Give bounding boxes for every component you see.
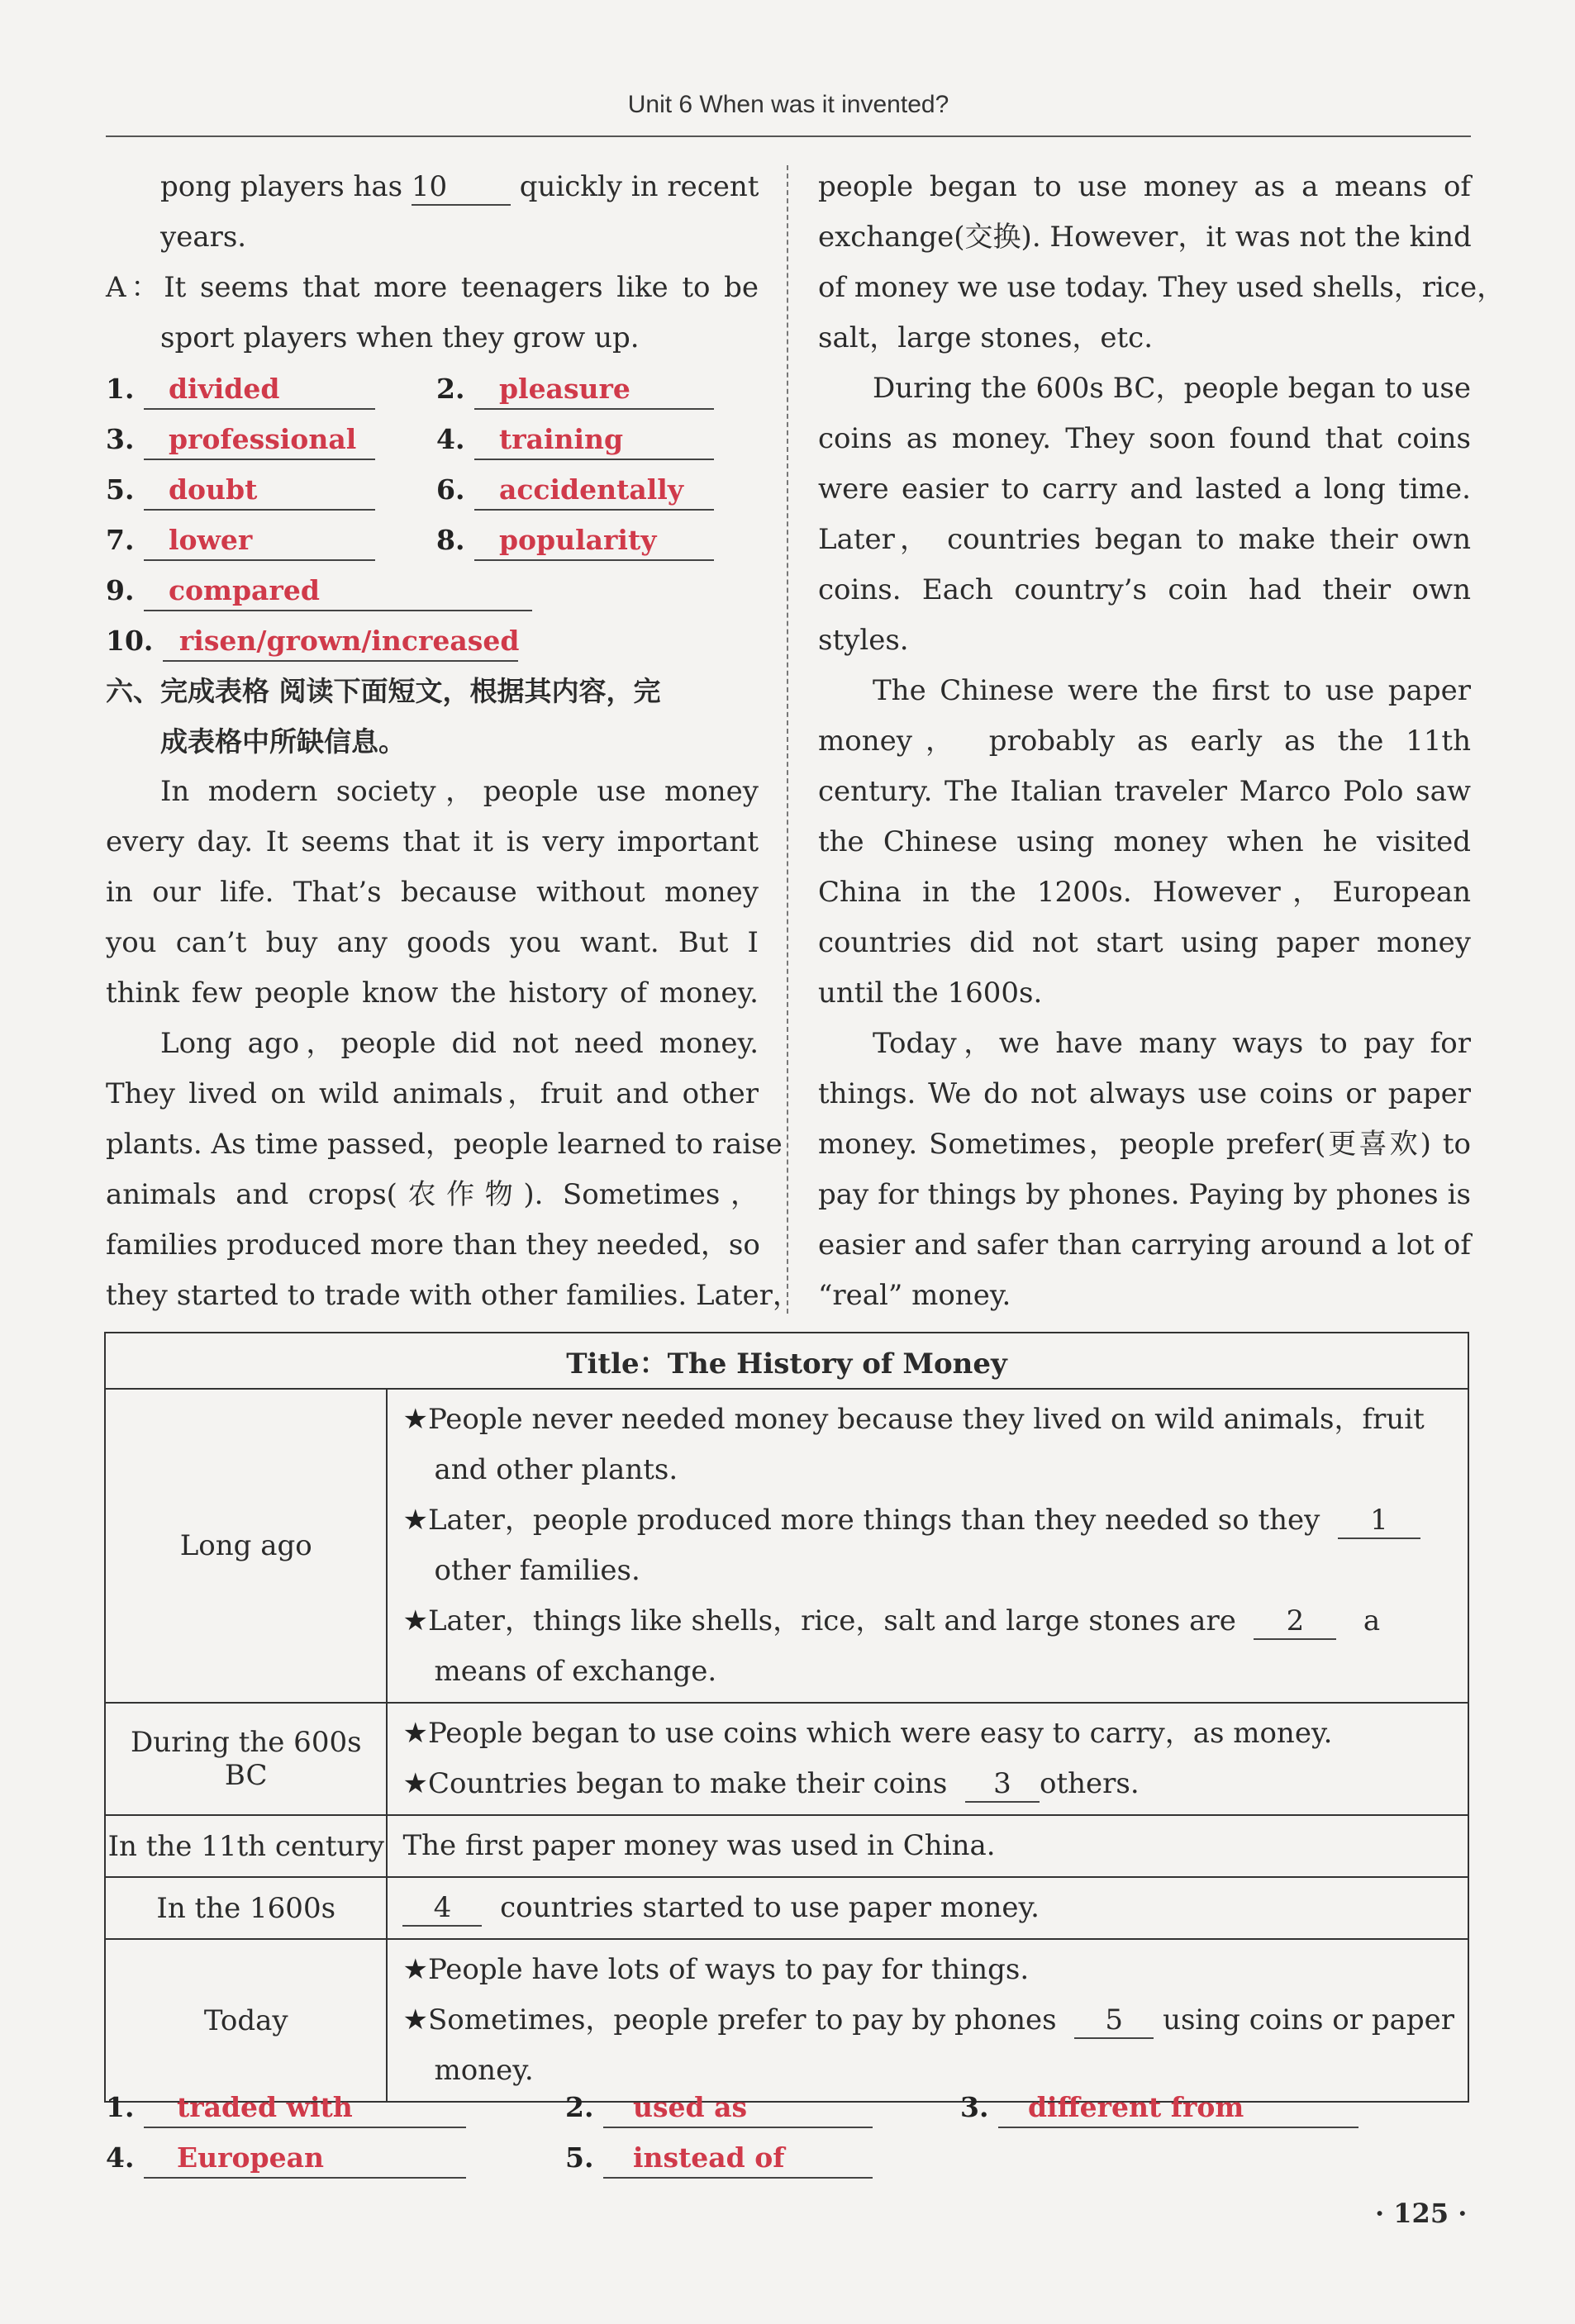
page-header: Unit 6 When was it invented? [627, 91, 949, 118]
answer-text: European [144, 2139, 466, 2179]
row-content [387, 1939, 1468, 2102]
answer-num: 4. [106, 2141, 135, 2174]
row-label: In the 1600s [105, 1877, 387, 1939]
cell-text: People began to use coins which were easy to carry，as money. [427, 1717, 1333, 1750]
passage-line: things. We do not always use coins or paper [818, 1077, 1471, 1110]
passage-line: They lived on wild animals，fruit and other [106, 1077, 759, 1110]
answer-text: different from [998, 2089, 1358, 2128]
answer-text: instead of [603, 2139, 873, 2179]
cell-text: others. [1039, 1767, 1140, 1800]
answer-text: training [474, 421, 714, 460]
answer-item [436, 414, 714, 464]
answer-item [106, 515, 375, 565]
answer-num: 1. [106, 373, 135, 405]
passage-line: were easier to carry and lasted a long time. [818, 473, 1471, 506]
answer-text: pleasure [474, 370, 714, 410]
answer-num: 4. [436, 423, 465, 455]
left-column [106, 162, 801, 1321]
answer-row [106, 615, 759, 666]
blank-3: 3 [965, 1766, 1040, 1803]
answer-text: divided [144, 370, 375, 410]
cell-text: and other plants. [434, 1453, 678, 1486]
row-content: The first paper money was used in China. [387, 1815, 1468, 1877]
passage-line: until the 1600s. [818, 977, 1043, 1010]
answer-num: 3. [106, 423, 135, 455]
right-column [818, 162, 1506, 1321]
a-line: A：It seems that more teenagers like to be [106, 271, 759, 304]
section-title: 成表格中所缺信息。 [160, 725, 406, 758]
answer-text: traded with [144, 2089, 466, 2128]
answer-num: 5. [106, 473, 135, 506]
intro-line: years. [160, 221, 247, 254]
intro-text: pong players has [160, 170, 403, 203]
answer-text: risen/grown/increased [163, 622, 518, 662]
answer-num: 10. [106, 625, 154, 657]
blank-4: 4 [402, 1890, 482, 1927]
passage-line: exchange(交换). However，it was not the kind [818, 221, 1472, 254]
cell-text: Countries began to make their coins [427, 1767, 948, 1800]
table-row [105, 1939, 1468, 2102]
passage-line: the Chinese using money when he visited [818, 825, 1471, 858]
passage-line: “real” money. [818, 1279, 1011, 1312]
answer-num: 5. [565, 2141, 594, 2174]
answer-num: 9. [106, 574, 135, 606]
cell-text: countries started to use paper money. [500, 1891, 1040, 1924]
answer-num: 2. [565, 2091, 594, 2123]
passage-line: they started to trade with other families. Later， [106, 1279, 801, 1312]
answer-num: 1. [106, 2091, 135, 2123]
passage-line: salt，large stones，etc. [818, 321, 1154, 354]
table-title: Title：The History of Money [105, 1333, 1468, 1389]
answer-item [106, 464, 375, 515]
answer-row [106, 515, 759, 565]
answer-row [106, 464, 759, 515]
answer-item [106, 565, 532, 615]
answer-text: doubt [144, 471, 375, 511]
row-content [387, 1877, 1468, 1939]
passage-line: think few people know the history of money. [106, 977, 759, 1010]
answer-row [106, 565, 759, 615]
answer-row [106, 364, 759, 414]
answer-num: 8. [436, 524, 465, 556]
answer-text: used as [603, 2089, 873, 2128]
intro-text: quickly in recent [519, 170, 759, 203]
passage-line: Later， countries began to make their own [818, 523, 1471, 556]
answer-item [436, 464, 714, 515]
answer-item [436, 364, 714, 414]
answer-num: 7. [106, 524, 135, 556]
table-row [105, 1877, 1468, 1939]
cell-text: People never needed money because they lived on wild animals，fruit [427, 1403, 1425, 1436]
cell-text: People have lots of ways to pay for things. [427, 1953, 1030, 1986]
passage-line: people began to use money as a means of [818, 170, 1471, 203]
blank-10: 10 [412, 169, 511, 206]
row-label: Long ago [105, 1389, 387, 1703]
table-row [105, 1703, 1468, 1815]
answer-num: 6. [436, 473, 465, 506]
answer-item [565, 2082, 873, 2132]
passage-line: families produced more than they needed，so [106, 1229, 760, 1262]
answer-text: accidentally [474, 471, 714, 511]
cell-text: other families. [434, 1554, 640, 1587]
passage-line: animals and crops(农作物). Sometimes， [106, 1178, 759, 1211]
blank-1: 1 [1338, 1503, 1420, 1539]
answer-num: 2. [436, 373, 465, 405]
row-label: In the 11th century [105, 1815, 387, 1877]
passage-line: in our life. That’s because without money [106, 876, 759, 909]
passage-line: easier and safer than carrying around a lot of [818, 1229, 1471, 1262]
table-row [105, 1815, 1468, 1877]
cell-text: means of exchange. [434, 1655, 717, 1688]
passage-line: During the 600s BC，people began to use [873, 372, 1471, 405]
section-title: 六、完成表格 阅读下面短文，根据其内容，完 [106, 675, 661, 707]
passage-line: of money we use today. They used shells，rice， [818, 271, 1506, 304]
answer-item [565, 2132, 873, 2183]
passage-line: China in the 1200s. However，European [818, 876, 1471, 909]
row-content [387, 1389, 1468, 1703]
passage-line: The Chinese were the first to use paper [873, 674, 1471, 707]
table-row [105, 1389, 1468, 1703]
header-rule [106, 135, 1471, 137]
intro-line [106, 162, 759, 212]
star-icon: ★ [402, 2003, 428, 2036]
answer-item [106, 364, 375, 414]
a-line: sport players when they grow up. [160, 321, 640, 354]
star-icon: ★ [402, 1953, 428, 1986]
passage-line: countries did not start using paper money [818, 926, 1471, 959]
passage-line: Today，we have many ways to pay for [873, 1027, 1471, 1060]
star-icon: ★ [402, 1403, 428, 1436]
passage-line: money. Sometimes，people prefer(更喜欢) to [818, 1128, 1471, 1161]
passage-line: coins. Each country’s coin had their own [818, 573, 1471, 606]
cell-text: Later，people produced more things than they needed so they [427, 1504, 1320, 1537]
answer-item [106, 2082, 466, 2132]
answer-row [106, 414, 759, 464]
cell-text: Later，things like shells，rice，salt and large stones are [427, 1604, 1236, 1637]
table-answers [106, 2082, 1471, 2198]
passage-line: every day. It seems that it is very important [106, 825, 759, 858]
passage-line: money， probably as early as the 11th [818, 725, 1471, 758]
blank-5: 5 [1074, 2003, 1154, 2039]
answer-item [436, 515, 714, 565]
column-divider [787, 165, 788, 1314]
row-content [387, 1703, 1468, 1815]
history-table [104, 1332, 1469, 2103]
answer-text: popularity [474, 521, 714, 561]
star-icon: ★ [402, 1717, 428, 1750]
answer-item [106, 2132, 466, 2183]
passage-line: pay for things by phones. Paying by phones is [818, 1178, 1471, 1211]
cell-text: a [1363, 1604, 1381, 1637]
answer-text: lower [144, 521, 375, 561]
row-label: During the 600s BC [105, 1703, 387, 1815]
cell-text: money. [434, 2054, 534, 2087]
passage-line: plants. As time passed，people learned to raise [106, 1128, 783, 1161]
passage-line: you can’t buy any goods you want. But I [106, 926, 759, 959]
page-number: · 125 · [1375, 2198, 1468, 2229]
passage-line: coins as money. They soon found that coins [818, 422, 1471, 455]
answer-text: professional [144, 421, 375, 460]
answer-item [106, 414, 375, 464]
answer-item [106, 615, 518, 666]
passage-line: In modern society，people use money [160, 775, 759, 808]
cell-text: Sometimes，people prefer to pay by phones [427, 2003, 1057, 2036]
star-icon: ★ [402, 1767, 428, 1800]
answer-num: 3. [960, 2091, 989, 2123]
passage-line: Long ago，people did not need money. [160, 1027, 759, 1060]
blank-2: 2 [1254, 1604, 1336, 1640]
passage-line: styles. [818, 624, 909, 657]
star-icon: ★ [402, 1604, 428, 1637]
cell-text: using coins or paper [1163, 2003, 1454, 2036]
row-label: Today [105, 1939, 387, 2102]
answer-item [960, 2082, 1358, 2132]
passage-line: century. The Italian traveler Marco Polo saw [818, 775, 1471, 808]
answer-text: compared [144, 572, 532, 611]
star-icon: ★ [402, 1504, 428, 1537]
